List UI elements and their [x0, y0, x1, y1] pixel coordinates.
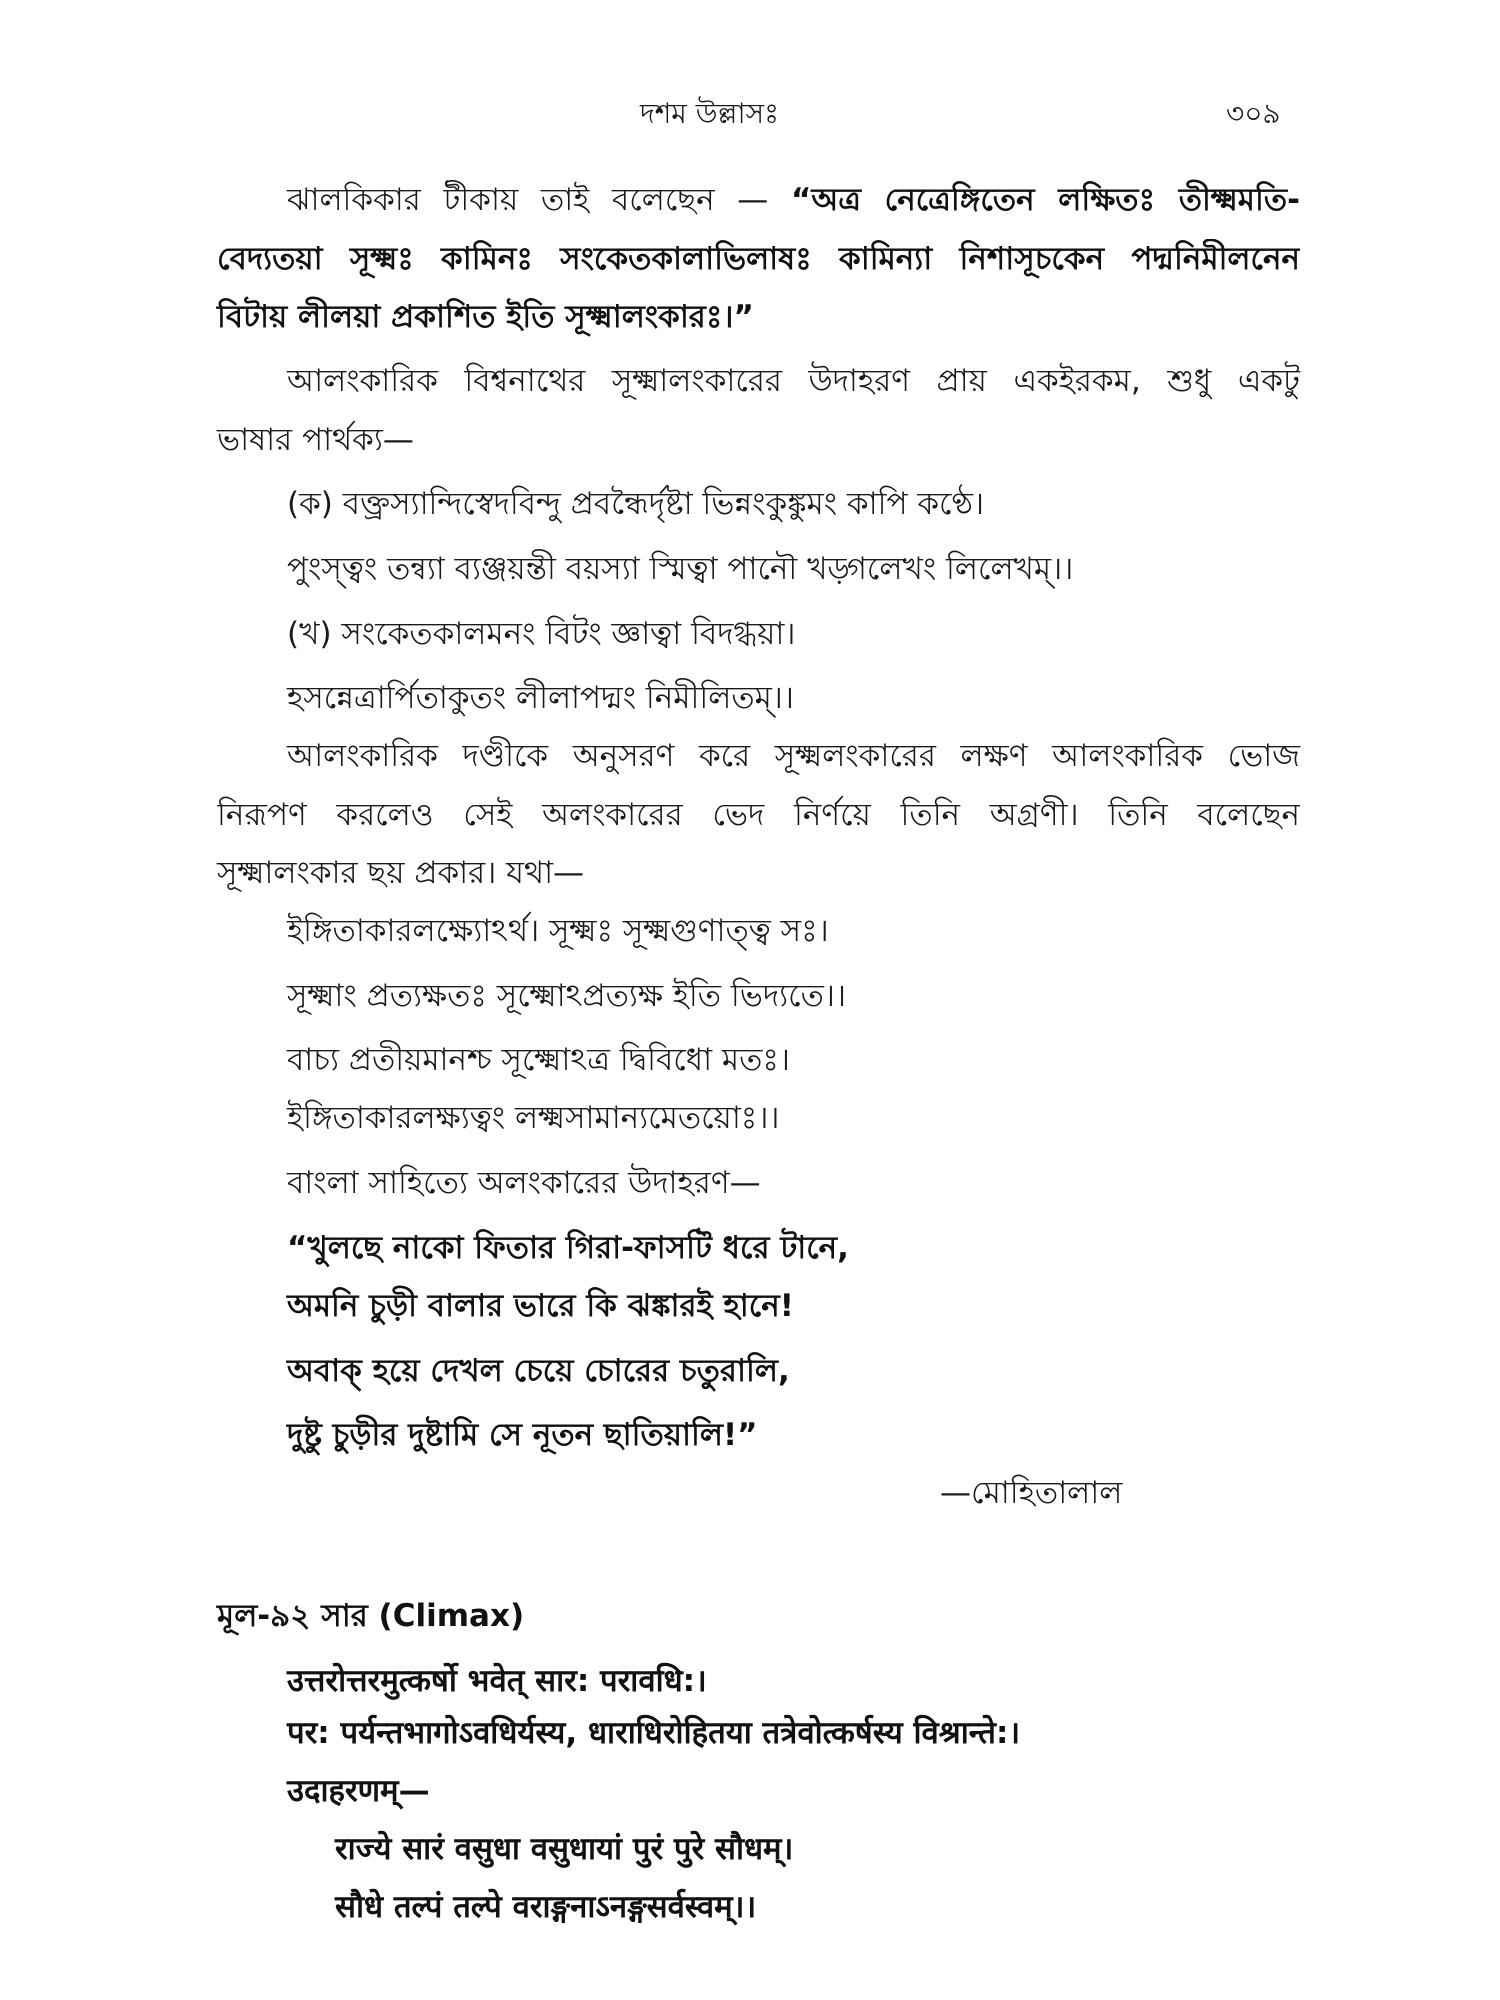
verse-line: ইঙ্গিতাকারলক্ষ্যত্বং লক্ষ্মসামান্যমেতয়োঃ।।	[287, 1100, 780, 1136]
example-label: उदाहरणम्—	[287, 1773, 430, 1809]
paragraph-line: আলংকারিক বিশ্বনাথের সূক্ষ্মালংকারের উদাহরণ প্রায় একইরকম, শুধু একটু	[287, 363, 1300, 399]
poem-line: অবাক্ হয়ে দেখল চেয়ে চোরের চতুরালি,	[287, 1353, 790, 1389]
paragraph-line: বেদ্যতয়া সূক্ষ্মঃ কামিনঃ সংকেতকালাভিলাষঃ কামিন্যা নিশাসূচকেন পদ্মনিমীলনেন	[217, 241, 1300, 277]
poem-attribution: —মোহিতালাল	[940, 1475, 1123, 1511]
paragraph-line: সূক্ষ্মালংকার ছয় প্রকার। যথা—	[217, 855, 585, 891]
vritti-line: पर: पर्यन्तभागोऽवधिर्यस्य, धाराधिरोहितया तत्रेवोत्कर्षस्य विश्रान्ते:।	[287, 1715, 1021, 1751]
verse-line: সূক্ষ্মাং প্রত্যক্ষতঃ সূক্ষ্মোঽপ্রত্যক্ষ ইতি ভিদ্যতে।।	[287, 978, 847, 1014]
example-verse: सौधे तल्पं तल्पे वराङ्गनाऽनङ्गसर्वस्वम्।।	[335, 1889, 757, 1925]
example-verse: राज्ये सारं वसुधा वसुधायां पुरं पुरे सौधम्।	[335, 1831, 794, 1867]
paragraph-line: আলংকারিক দণ্ডীকে অনুসরণ করে সূক্ষ্মলংকারের লক্ষণ আলংকারিক ভোজ	[287, 738, 1300, 774]
page-number: ৩০৯	[1226, 97, 1281, 130]
quote-text: “অত্র নেত্রেঙ্গিতেন লক্ষিতঃ তীক্ষ্মমতি-	[790, 182, 1300, 218]
verse-line: (খ) সংকেতকালমনং বিটং জ্ঞাত্বা বিদগ্ধয়া।	[287, 616, 796, 652]
paragraph-line: নিরূপণ করলেও সেই অলংকারের ভেদ নির্ণয়ে তিনি অগ্রণী। তিনি বলেছেন	[217, 797, 1300, 833]
paragraph-line: বিটায় লীলয়া প্রকাশিত ইতি সূক্ষ্মালংকারঃ।”	[217, 299, 754, 335]
paragraph-line	[287, 180, 1300, 220]
section-heading: মূল-৯২ সার (Climax)	[217, 1598, 525, 1634]
verse-line: বাচ্য প্রতীয়মানশ্চ সূক্ষ্মোঽত্র দ্বিবিধো মতঃ।	[287, 1042, 791, 1078]
example-intro: বাংলা সাহিত্যে অলংকারের উদাহরণ—	[287, 1165, 761, 1201]
verse-line: ইঙ্গিতাকারলক্ষ্যোঽর্থ। সূক্ষ্মঃ সূক্ষ্মগুণাত্ত্ব সঃ।	[287, 913, 829, 949]
verse-line: হসন্নেত্রার্পিতাকুতং লীলাপদ্মং নিমীলিতম্।।	[287, 680, 794, 716]
poem-line: “খুলছে নাকো ফিতার গিরা-ফাসটি ধরে টানে,	[287, 1230, 849, 1266]
sutra-line: उत्तरोत्तरमुत्कर्षो भवेत् सार: परावधि:।	[287, 1663, 707, 1699]
paragraph-line: ভাষার পার্থক্য—	[217, 422, 414, 458]
verse-line: (ক) বক্ত্রস্যান্দিস্বেদবিন্দু প্রবন্ধৈর্দৃষ্টা ভিন্নংকুঙ্কুমং কাপি কণ্ঠে।	[287, 486, 985, 522]
running-title: দশম উল্লাসঃ	[640, 97, 779, 130]
poem-line: দুষ্টু চুড়ীর দুষ্টামি সে নূতন ছাতিয়ালি!”	[287, 1417, 758, 1453]
poem-line: অমনি চুড়ী বালার ভারে কি ঝঙ্কারই হানে!	[287, 1288, 794, 1324]
text: ঝালকিকার টীকায় তাই বলেছেন —	[287, 182, 791, 218]
verse-line: পুংস্ত্বং তন্ব্যা ব্যঞ্জয়ন্তী বয়স্যা স্মিত্বা পানৌ খড়্গলেখং লিলেখম্।।	[287, 551, 1074, 587]
